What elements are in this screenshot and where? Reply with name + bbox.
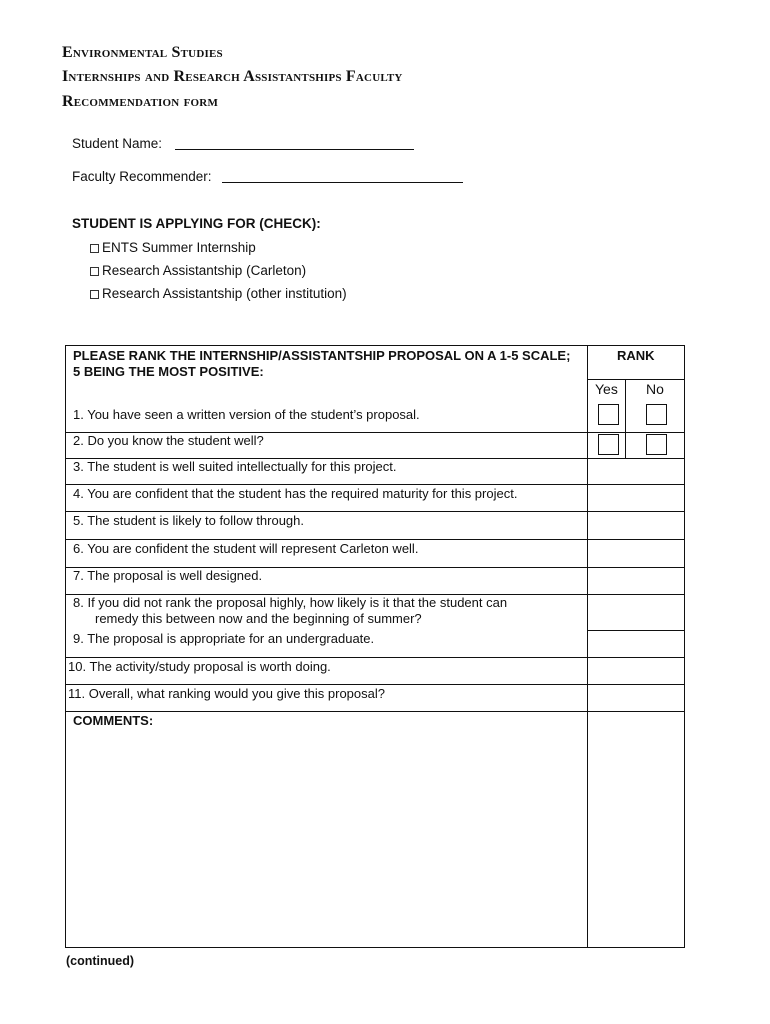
option-label: ENTS Summer Internship	[102, 240, 256, 255]
question-6: 6. You are confident the student will represent Carleton well.	[73, 541, 419, 556]
question-8-continued: remedy this between now and the beginning of summer?	[95, 611, 422, 626]
applying-heading: STUDENT IS APPLYING FOR (CHECK):	[72, 216, 321, 231]
rank-cell-q9[interactable]	[588, 631, 685, 657]
form-title-line-3: Recommendation form	[62, 93, 219, 110]
faculty-recommender-field[interactable]	[222, 182, 463, 183]
yes-label: Yes	[595, 381, 618, 397]
continued-note: (continued)	[66, 954, 135, 968]
rank-cell-q10[interactable]	[588, 658, 685, 684]
comments-label: COMMENTS:	[73, 713, 154, 728]
table-header: PLEASE RANK THE INTERNSHIP/ASSISTANTSHIP PROPOSAL ON A 1-5 SCALE; 5 BEING THE MOST POSITIVE:	[73, 348, 571, 379]
question-2: 2. Do you know the student well?	[73, 433, 264, 448]
ranking-table	[65, 345, 685, 948]
yes-checkbox-q1[interactable]	[598, 404, 619, 425]
option-ents-summer-internship[interactable]	[90, 240, 256, 255]
rank-cell-q3[interactable]	[588, 459, 685, 484]
question-7: 7. The proposal is well designed.	[73, 568, 263, 583]
rank-cell-q8[interactable]	[588, 595, 685, 630]
rank-cell-q4[interactable]	[588, 485, 685, 511]
rank-header: RANK	[617, 348, 655, 363]
option-research-assistantship-carleton[interactable]	[90, 263, 306, 278]
no-checkbox-q1[interactable]	[646, 404, 667, 425]
rank-cell-q5[interactable]	[588, 512, 685, 539]
option-label: Research Assistantship (other institution)	[102, 286, 347, 301]
question-5: 5. The student is likely to follow through.	[73, 513, 304, 528]
no-label: No	[646, 381, 664, 397]
comments-area[interactable]	[66, 730, 587, 946]
yes-no-divider	[625, 379, 626, 459]
question-9: 9. The proposal is appropriate for an undergraduate.	[73, 631, 375, 646]
form-title-line-2: Internships and Research Assistantships Faculty	[62, 68, 403, 85]
rank-cell-q11[interactable]	[588, 685, 685, 711]
rank-cell-q7[interactable]	[588, 568, 685, 594]
question-3: 3. The student is well suited intellectually for this project.	[73, 459, 397, 474]
rank-header-rule	[587, 379, 685, 380]
rank-cell-q6[interactable]	[588, 540, 685, 567]
question-4: 4. You are confident that the student has the required maturity for this project.	[73, 486, 518, 501]
question-10: 10. The activity/study proposal is worth doing.	[68, 659, 331, 674]
yes-checkbox-q2[interactable]	[598, 434, 619, 455]
checkbox-icon[interactable]	[90, 290, 99, 299]
checkbox-icon[interactable]	[90, 267, 99, 276]
question-1: 1. You have seen a written version of the student’s proposal.	[73, 407, 420, 422]
option-research-assistantship-other[interactable]	[90, 286, 347, 301]
faculty-recommender-label: Faculty Recommender:	[72, 169, 212, 184]
student-name-label: Student Name:	[72, 136, 163, 151]
checkbox-icon[interactable]	[90, 244, 99, 253]
question-11: 11. Overall, what ranking would you give this proposal?	[68, 686, 385, 701]
row-rule	[66, 711, 685, 712]
student-name-field[interactable]	[175, 149, 414, 150]
form-title-line-1: Environmental Studies	[62, 44, 223, 61]
question-8: 8. If you did not rank the proposal highly, how likely is it that the student can	[73, 595, 508, 610]
option-label: Research Assistantship (Carleton)	[102, 263, 307, 278]
no-checkbox-q2[interactable]	[646, 434, 667, 455]
